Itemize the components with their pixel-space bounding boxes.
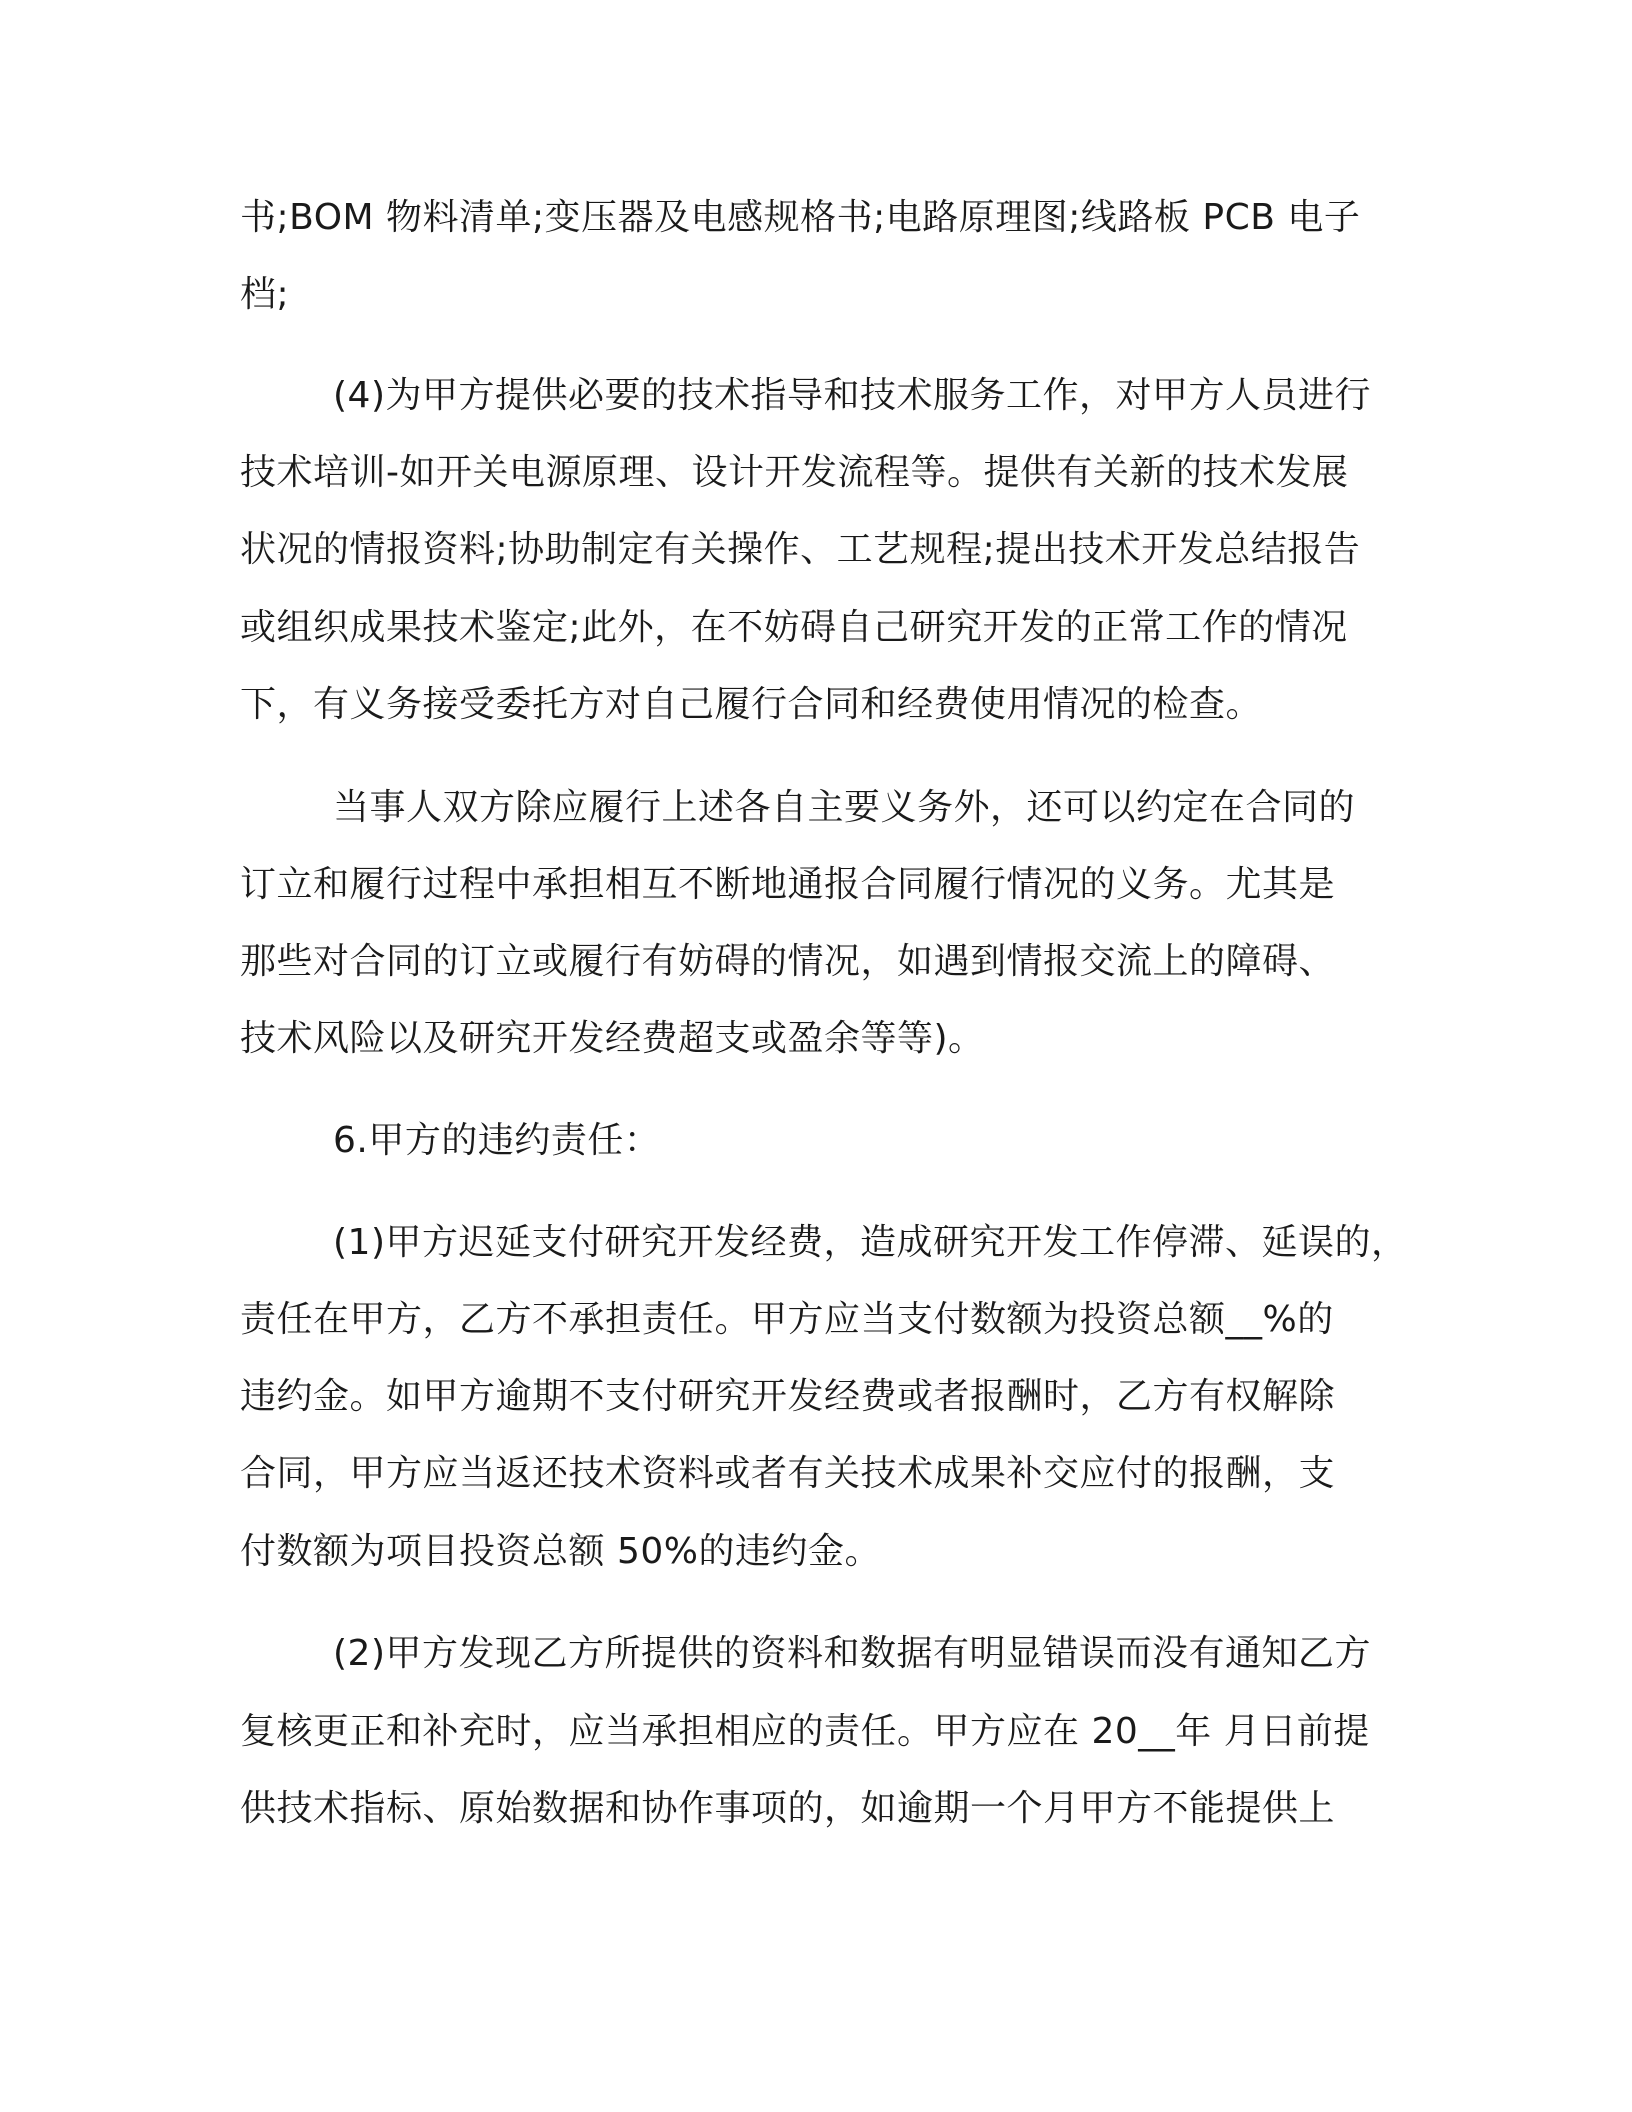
text-line: 违约金。如甲方逾期不支付研究开发经费或者报酬时，乙方有权解除 xyxy=(240,1376,1336,1417)
text-line: 或组织成果技术鉴定;此外，在不妨碍自己研究开发的正常工作的情况 xyxy=(240,607,1348,648)
text-line: 合同，甲方应当返还技术资料或者有关技术成果补交应付的报酬，支 xyxy=(240,1453,1336,1494)
text-line: 供技术指标、原始数据和协作事项的，如逾期一个月甲方不能提供上 xyxy=(240,1788,1336,1829)
text-line: (4)为甲方提供必要的技术指导和技术服务工作，对甲方人员进行 xyxy=(333,375,1371,416)
text-line: (1)甲方迟延支付研究开发经费，造成研究开发工作停滞、延误的， xyxy=(333,1222,1408,1263)
text-line: (2)甲方发现乙方所提供的资料和数据有明显错误而没有通知乙方 xyxy=(333,1633,1371,1674)
text-line: 那些对合同的订立或履行有妨碍的情况，如遇到情报交流上的障碍、 xyxy=(240,941,1336,982)
text-line: 责任在甲方，乙方不承担责任。甲方应当支付数额为投资总额__%的 xyxy=(240,1299,1334,1340)
text-line: 书;BOM 物料清单;变压器及电感规格书;电路原理图;线路板 PCB 电子 xyxy=(240,197,1361,238)
text-line: 技术培训-如开关电源原理、设计开发流程等。提供有关新的技术发展 xyxy=(240,452,1349,493)
text-line: 档; xyxy=(240,274,290,315)
text-line: 付数额为项目投资总额 50%的违约金。 xyxy=(240,1531,881,1572)
text-line: 订立和履行过程中承担相互不断地通报合同履行情况的义务。尤其是 xyxy=(240,864,1336,905)
text-line: 下，有义务接受委托方对自己履行合同和经费使用情况的检查。 xyxy=(240,684,1263,725)
section-heading: 6.甲方的违约责任： xyxy=(333,1120,661,1161)
text-line: 当事人双方除应履行上述各自主要义务外，还可以约定在合同的 xyxy=(333,787,1356,828)
text-line: 状况的情报资料;协助制定有关操作、工艺规程;提出技术开发总结报告 xyxy=(240,529,1361,570)
text-line: 复核更正和补充时，应当承担相应的责任。甲方应在 20__年 月日前提 xyxy=(240,1711,1370,1752)
text-line: 技术风险以及研究开发经费超支或盈余等等)。 xyxy=(240,1018,985,1059)
